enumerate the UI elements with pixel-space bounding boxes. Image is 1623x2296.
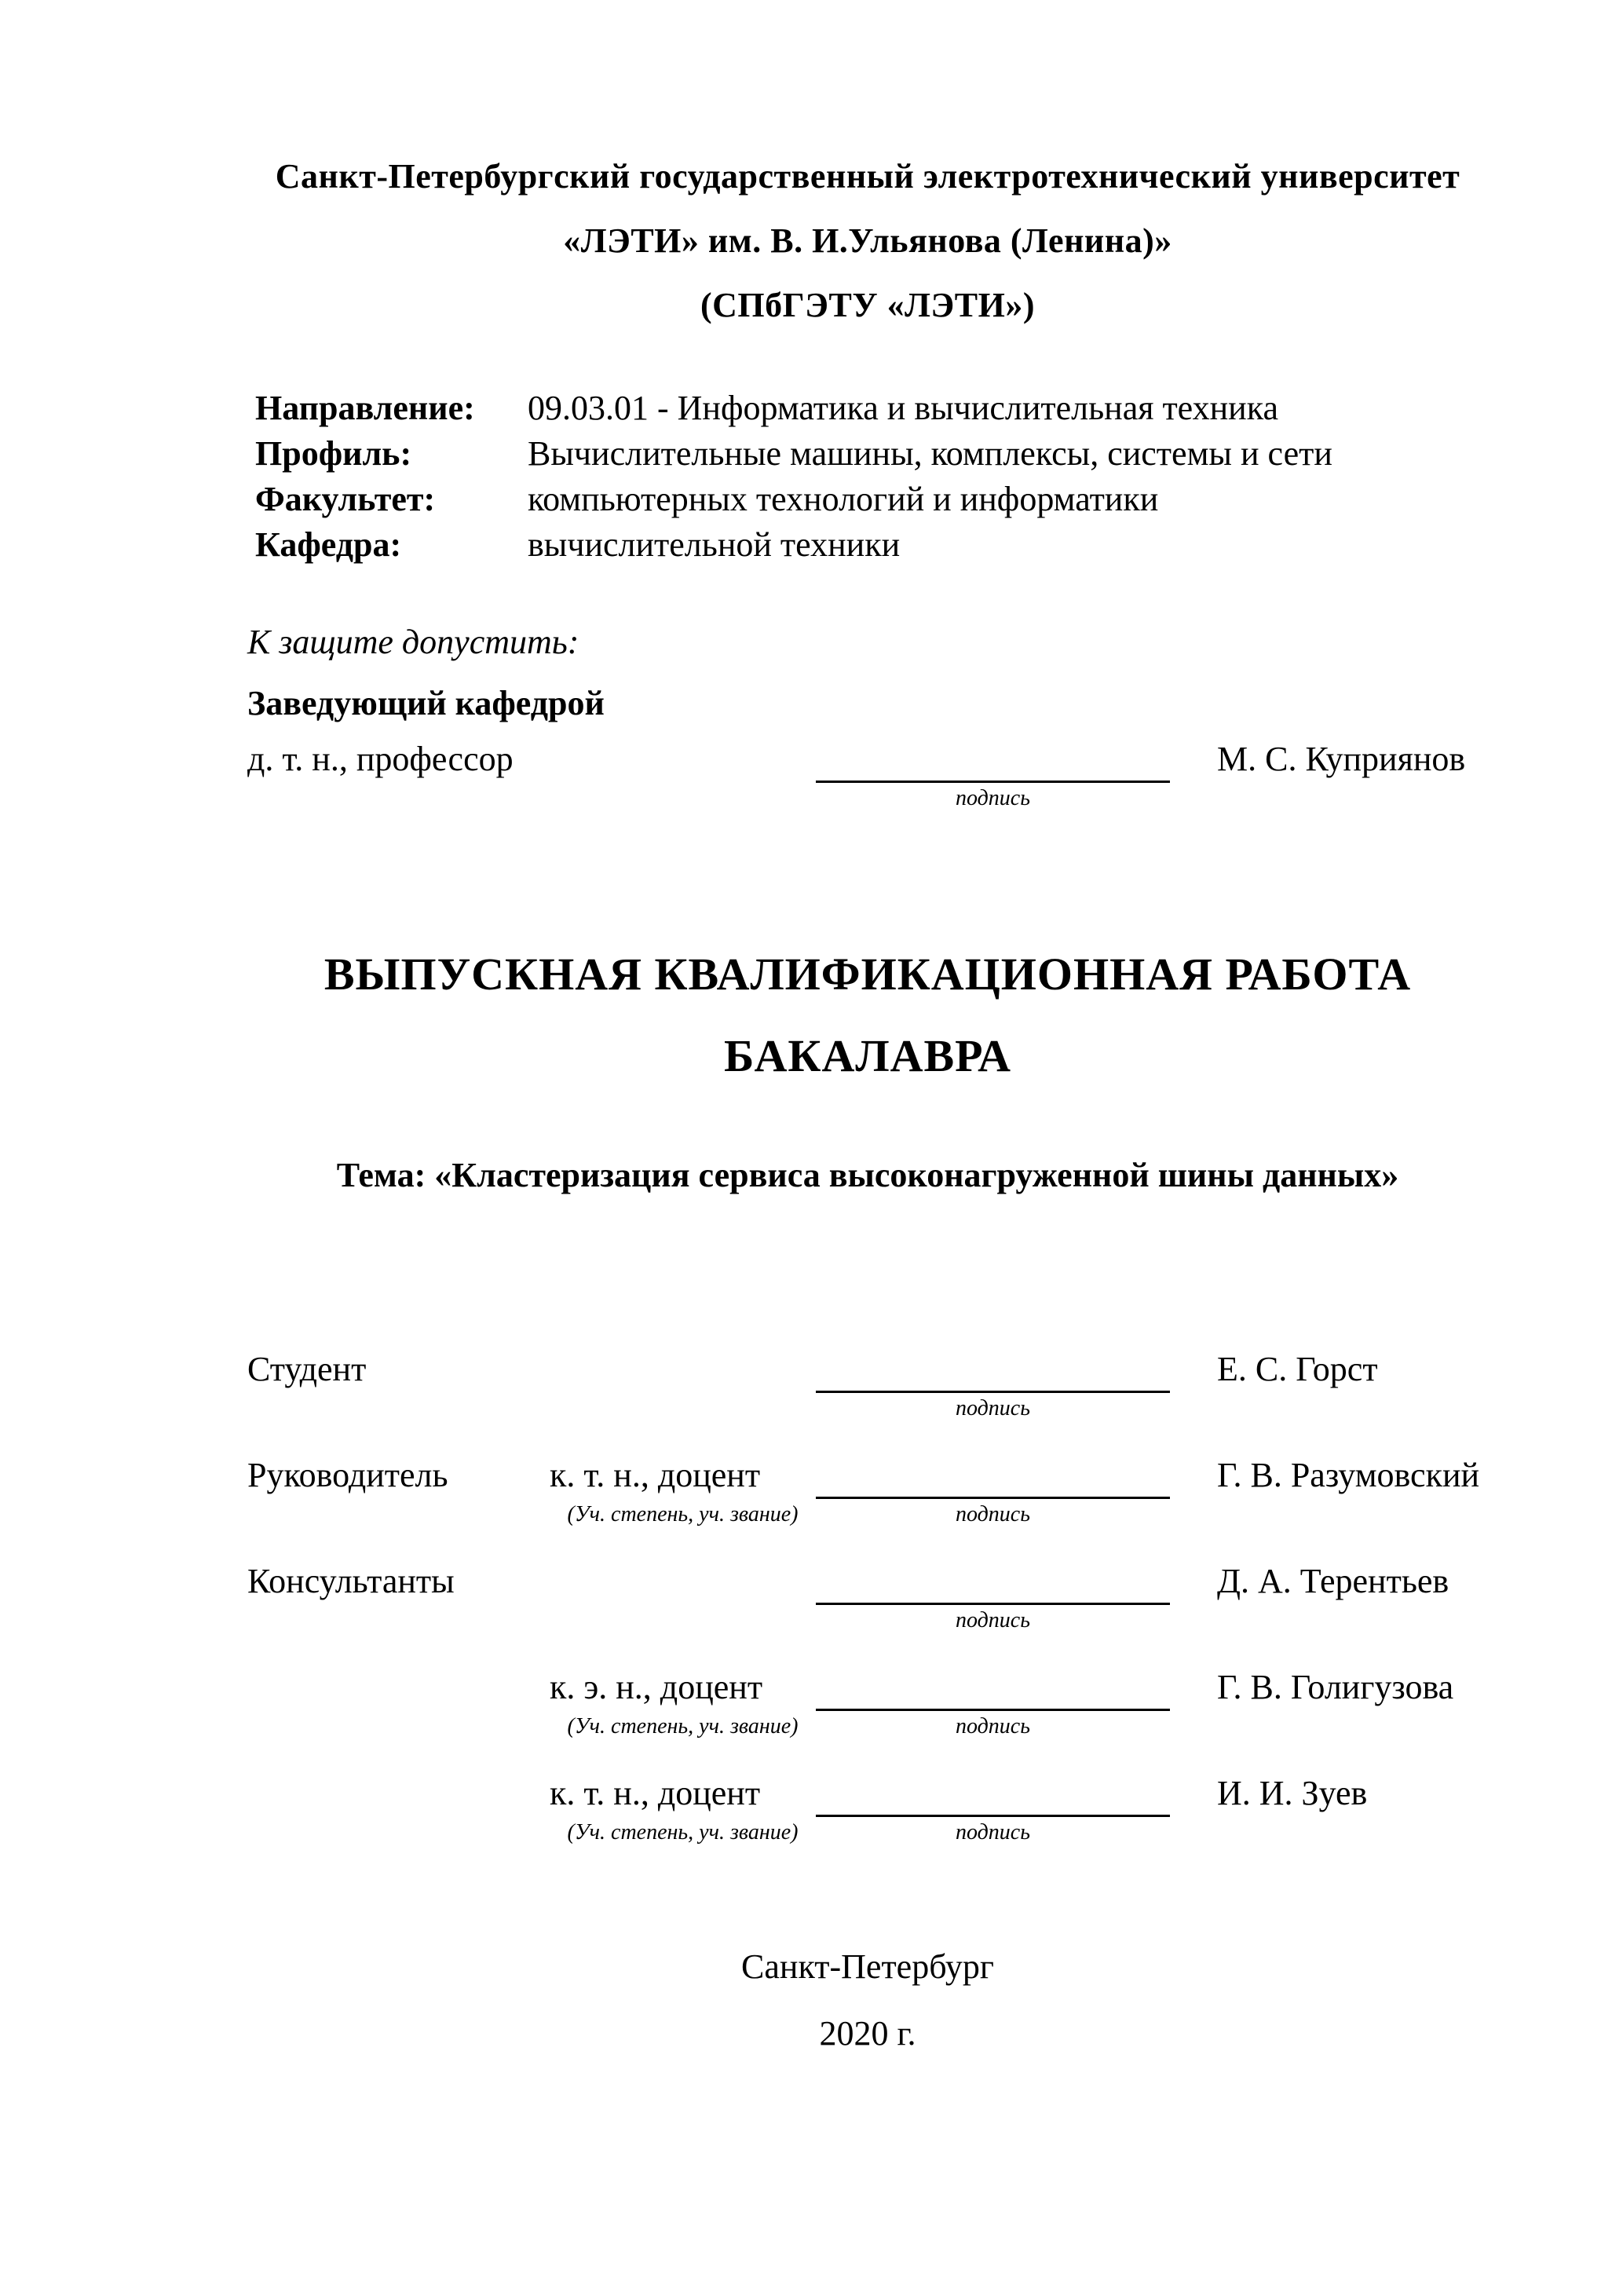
signatures-section bbox=[247, 1348, 1488, 1878]
program-value: 09.03.01 - Информатика и вычислительная техника bbox=[528, 389, 1278, 427]
signature-line bbox=[816, 1348, 1170, 1393]
signee-name: Д. А. Терентьев bbox=[1217, 1562, 1449, 1600]
degree-caption: (Уч. степень, уч. звание) bbox=[567, 1714, 799, 1738]
thesis-title-line-1: ВЫПУСКНАЯ КВАЛИФИКАЦИОННАЯ РАБОТА bbox=[324, 949, 1412, 1000]
role-label bbox=[247, 1666, 550, 1711]
degree-caption: (Уч. степень, уч. звание) bbox=[567, 1820, 799, 1844]
signature-caption: подпись bbox=[956, 1396, 1030, 1420]
thesis-title-line-2: БАКАЛАВРА bbox=[723, 1030, 1012, 1081]
signee-name: Е. С. Горст bbox=[1217, 1350, 1378, 1388]
department-head-title: Заведующий кафедрой bbox=[247, 684, 605, 722]
approval-block bbox=[247, 622, 1488, 814]
program-label: Факультет: bbox=[255, 480, 436, 518]
signature-line bbox=[816, 738, 1170, 783]
page-content bbox=[247, 0, 1488, 2296]
signature-line bbox=[816, 1666, 1170, 1711]
role-label bbox=[247, 1772, 550, 1817]
department-head-name: М. С. Куприянов bbox=[1217, 740, 1466, 778]
thesis-theme: Тема: «Кластеризация сервиса высоконагруженной шины данных» bbox=[336, 1156, 1399, 1194]
university-header bbox=[247, 156, 1488, 349]
signature-line bbox=[816, 1454, 1170, 1499]
approval-signature-row bbox=[247, 738, 1488, 814]
role-label: Руководитель bbox=[247, 1456, 448, 1494]
role-label: Студент bbox=[247, 1350, 367, 1388]
program-row-faculty bbox=[255, 477, 1488, 522]
program-value: вычислительной техники bbox=[528, 525, 901, 564]
signature-caption: подпись bbox=[956, 1608, 1030, 1632]
signature-row-student bbox=[247, 1348, 1488, 1424]
university-abbreviation: (СПбГЭТУ «ЛЭТИ») bbox=[700, 286, 1035, 324]
program-row-profile bbox=[255, 431, 1488, 477]
signature-row-supervisor bbox=[247, 1454, 1488, 1530]
signature-row-consultant-3 bbox=[247, 1772, 1488, 1848]
signee-name: Г. В. Разумовский bbox=[1217, 1456, 1480, 1494]
footer-city: Санкт-Петербург bbox=[741, 1947, 994, 1986]
signature-line bbox=[816, 1560, 1170, 1605]
degree-caption: (Уч. степень, уч. звание) bbox=[567, 1502, 799, 1526]
program-value: Вычислительные машины, комплексы, системы и сети bbox=[528, 434, 1332, 473]
degree-label: к. т. н., доцент bbox=[550, 1774, 761, 1812]
program-row-direction bbox=[255, 386, 1488, 431]
signature-line bbox=[816, 1772, 1170, 1817]
signature-row-consultant-2 bbox=[247, 1666, 1488, 1742]
university-name-line-2: «ЛЭТИ» им. В. И.Ульянова (Ленина)» bbox=[563, 221, 1172, 260]
program-value: компьютерных технологий и информатики bbox=[528, 480, 1159, 518]
signee-name: И. И. Зуев bbox=[1217, 1774, 1368, 1812]
signature-caption: подпись bbox=[956, 786, 1030, 810]
department-head-degree: д. т. н., профессор bbox=[247, 740, 514, 778]
degree-label: к. т. н., доцент bbox=[550, 1456, 761, 1494]
signature-row-consultant-1 bbox=[247, 1560, 1488, 1636]
signature-caption: подпись bbox=[956, 1714, 1030, 1738]
page-footer bbox=[247, 1947, 1488, 2054]
admit-note: К защите допустить: bbox=[247, 623, 579, 661]
thesis-title bbox=[247, 947, 1488, 1084]
degree-label bbox=[550, 1348, 816, 1393]
program-row-department bbox=[255, 522, 1488, 568]
degree-label bbox=[550, 1560, 816, 1605]
university-name-line-1: Санкт-Петербургский государственный электротехнический университет bbox=[275, 157, 1460, 196]
footer-year: 2020 г. bbox=[819, 2014, 916, 2053]
program-label: Кафедра: bbox=[255, 525, 402, 564]
signature-caption: подпись bbox=[956, 1502, 1030, 1526]
role-label: Консультанты bbox=[247, 1562, 455, 1600]
signee-name: Г. В. Голигузова bbox=[1217, 1668, 1454, 1706]
program-label: Направление: bbox=[255, 389, 475, 427]
program-label: Профиль: bbox=[255, 434, 412, 473]
program-table bbox=[247, 386, 1488, 568]
signature-caption: подпись bbox=[956, 1820, 1030, 1844]
degree-label: к. э. н., доцент bbox=[550, 1668, 763, 1706]
